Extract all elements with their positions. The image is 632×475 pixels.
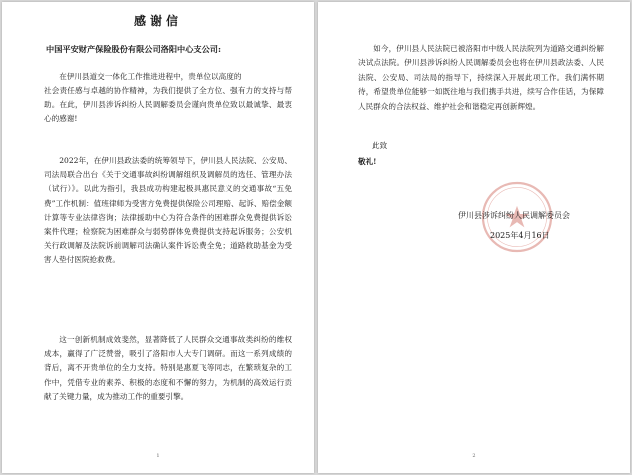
closing-jing-li: 敬礼! (358, 157, 377, 166)
signature-date: 2025年4月16日 (490, 231, 550, 240)
signature-organization: 伊川县涉诉纠纷人民调解委员会 (458, 211, 570, 220)
paragraph-4: 如今，伊川县人民法院已被洛阳市中级人民法院列为道路交通纠纷解决试点法院。伊川县涉诉纠纷人民调解委员会也将在伊川县政法委、人民法院、公安局、司法局的指导下，持续深入开展此项工作。我们满怀期待，希望贵单位能够一如既往地与我们携手共进，续写合作佳话，为保障人民群众的合法权益、维护社会和谐稳定再创新辉煌。 (358, 44, 604, 111)
paragraph-3: 这一创新机制成效斐然，显著降低了人民群众交通事故类纠纷的维权成本，赢得了广泛赞誉，吸引了洛阳市人大专门调研。而这一系列成绩的背后，离不开贵单位的全力支持。特别是惠夏飞等同志，在繁琐复杂的工作中，凭借专业的素养、积极的态度和不懈的努力，为机制的高效运行贡献了关键力量，成为推动工作的重要引擎。 (44, 335, 292, 401)
salutation: 中国平安财产保险股份有限公司洛阳中心支公司: (46, 44, 221, 54)
closing-ci-zhi: 此致 (372, 141, 388, 150)
letter-page-2 (318, 2, 630, 473)
letter-title: 感谢信 (133, 14, 182, 28)
page-number: 2 (472, 453, 476, 459)
paragraph-2: 2022年，在伊川县政法委的统筹领导下，伊川县人民法院、公安局、司法局联合出台《关于交通事故纠纷调解组织及调解员的选任、管理办法（试行）》。以此为指引，我县成功构建起极具惠民意义的交通事故“五免费”工作机制：值班律师为受害方免费提供保险公司理赔、起诉、赔偿金额计算等专业法律咨询；法律援助中心为符合条件的困难群众免费提供诉讼案件代理；检察院为困难群众与弱势群体免费提供支持起诉服务；公安机关行政调解及法院诉前调解司法确认案件诉讼费全免；道路救助基金为受害人垫付医院抢救费。 (44, 156, 292, 265)
letter-page-1 (2, 2, 314, 473)
paragraph-1-continued: 社会责任感与卓越的协作精神，为我们提供了全方位、强有力的支持与帮助。在此，伊川县涉诉纠纷人民调解委员会谨向贵单位致以最诚挚、最衷心的感谢! (44, 86, 292, 124)
page-number: 1 (156, 453, 160, 459)
paragraph-1: 在伊川县道交一体化工作推进进程中，贵单位以高度的 (59, 72, 242, 81)
